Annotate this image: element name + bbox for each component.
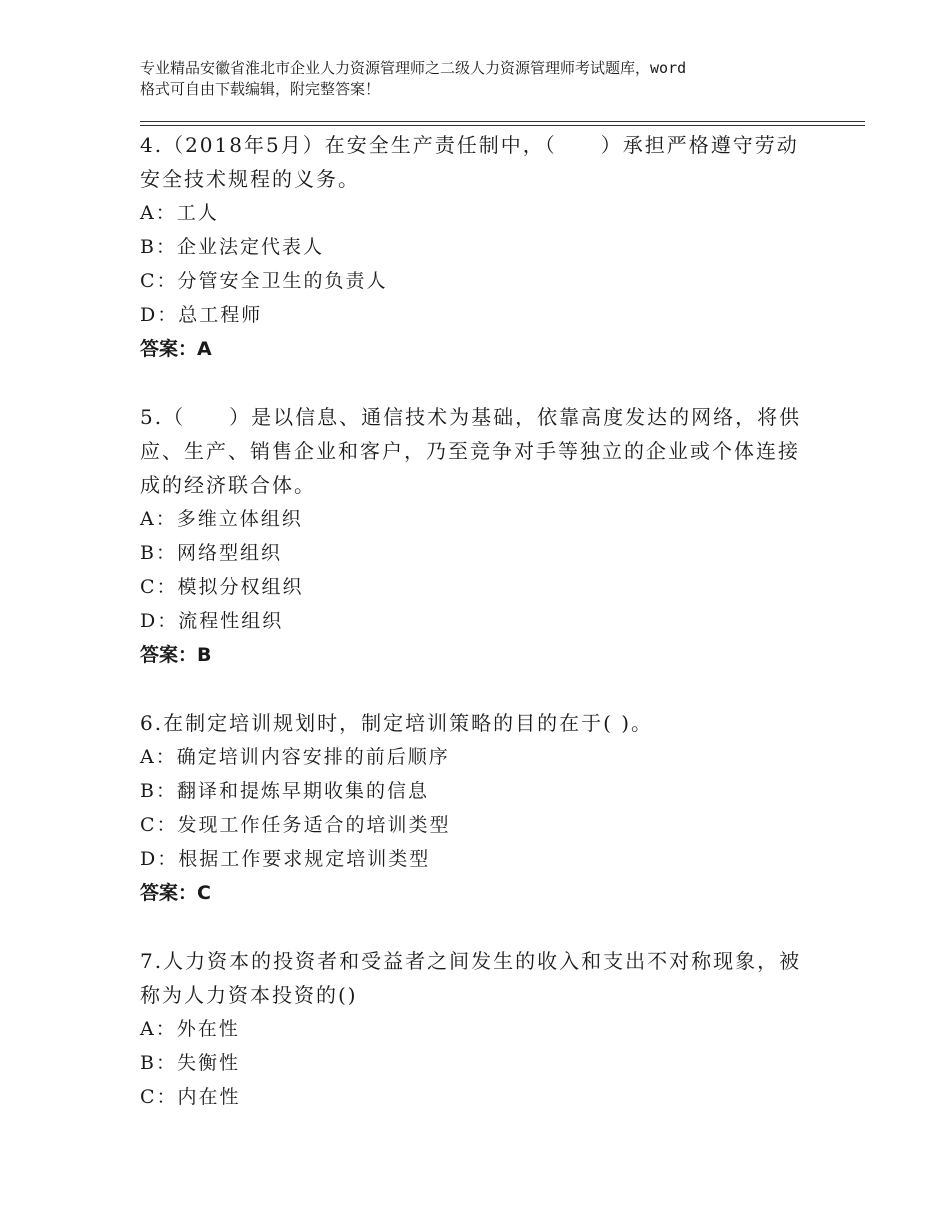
option-c: C：发现工作任务适合的培训类型 [140, 814, 451, 836]
option-d: D：流程性组织 [140, 610, 284, 632]
option-a: A：工人 [140, 202, 219, 224]
question-6 [140, 706, 820, 910]
document-header [140, 58, 840, 100]
question-text: 4.（2018年5月）在安全生产责任制中，（ ）承担严格遵守劳动安全技术规程的义务。 [140, 133, 799, 191]
answer-label: 答案：C [140, 882, 211, 904]
option-a: A：多维立体组织 [140, 508, 303, 530]
header-line-2: 格式可自由下载编辑，附完整答案！ [140, 80, 381, 98]
option-d: D：根据工作要求规定培训类型 [140, 848, 431, 870]
header-line-1: 专业精品安徽省淮北市企业人力资源管理师之二级人力资源管理师考试题库，word [140, 59, 687, 77]
option-c: C：模拟分权组织 [140, 576, 304, 598]
question-list [140, 128, 820, 1148]
option-a: A：确定培训内容安排的前后顺序 [140, 746, 450, 768]
option-a: A：外在性 [140, 1018, 240, 1040]
answer-label: 答案：B [140, 644, 212, 666]
question-text: 6.在制定培训规划时，制定培训策略的目的在于( )。 [140, 711, 654, 735]
option-c: C：分管安全卫生的负责人 [140, 270, 388, 292]
option-b: B：企业法定代表人 [140, 236, 324, 258]
header-rule-secondary [140, 125, 865, 126]
option-b: B：失衡性 [140, 1052, 240, 1074]
option-b: B：网络型组织 [140, 542, 282, 564]
question-text: 5.（ ）是以信息、通信技术为基础，依靠高度发达的网络，将供应、生产、销售企业和客户，乃至竞争对手等独立的企业或个体连接成的经济联合体。 [140, 405, 802, 497]
option-c: C：内在性 [140, 1086, 241, 1108]
question-text: 7.人力资本的投资者和受益者之间发生的收入和支出不对称现象，被称为人力资本投资的() [140, 949, 802, 1007]
header-rule [140, 121, 865, 122]
answer-label: 答案：A [140, 338, 212, 360]
option-d: D：总工程师 [140, 304, 263, 326]
question-7 [140, 944, 820, 1114]
question-5 [140, 400, 820, 672]
option-b: B：翻译和提炼早期收集的信息 [140, 780, 429, 802]
question-4 [140, 128, 820, 366]
